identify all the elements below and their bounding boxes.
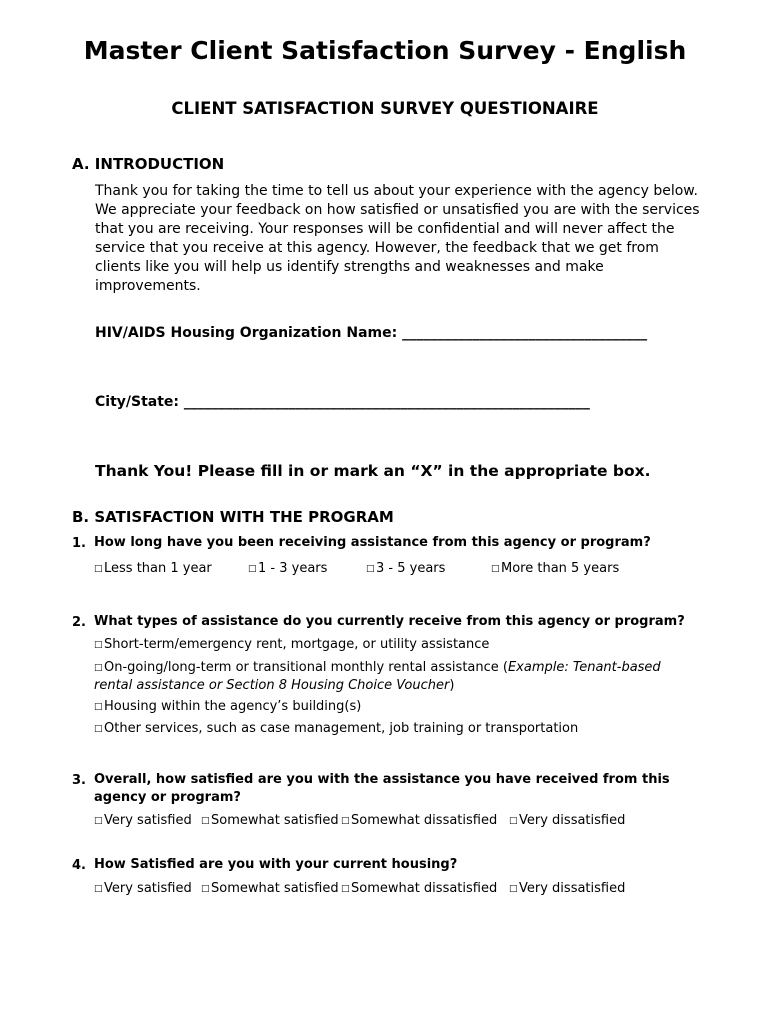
q2-option-other-services[interactable] (94, 721, 578, 736)
checkbox-icon[interactable]: □ (94, 564, 103, 574)
checkbox-icon[interactable]: □ (366, 564, 375, 574)
question-2-number: 2. (72, 615, 86, 630)
question-4-text: How Satisfied are you with your current housing? (94, 857, 458, 872)
q1-option-1-3-years[interactable] (248, 561, 327, 576)
intro-paragraph: Thank you for taking the time to tell us about your experience with the agency below. We appreciate your feedback on how satisfied or unsatisfied you are with the services that you are receiving. Your responses will be confidential and will never affect the service that you receive at this agency. However, the feedback that we get from clients like you will help us identify strengths and weaknesses and make improvements. (95, 183, 700, 294)
question-3-text-line-2: agency or program? (94, 790, 241, 805)
option-label: 3 - 5 years (376, 561, 446, 576)
option-label: Somewhat satisfied (211, 813, 339, 828)
q4-option-very-dissatisfied[interactable] (509, 881, 625, 896)
section-b-heading: B. SATISFACTION WITH THE PROGRAM (72, 508, 394, 526)
option-label: Somewhat satisfied (211, 881, 339, 896)
checkbox-icon[interactable]: □ (509, 884, 518, 894)
option-label: Somewhat dissatisfied (351, 881, 498, 896)
option-example: Example: Tenant-based rental assistance or Section 8 Housing Choice Voucher (94, 660, 661, 693)
q4-option-somewhat-satisfied[interactable] (201, 881, 339, 896)
option-close-paren: ) (449, 678, 455, 693)
question-4-number: 4. (72, 858, 86, 873)
checkbox-icon[interactable]: □ (94, 884, 103, 894)
checkbox-icon[interactable]: □ (201, 816, 210, 826)
checkbox-icon[interactable]: □ (94, 663, 103, 673)
q4-option-somewhat-dissatisfied[interactable] (341, 881, 497, 896)
option-label: Very satisfied (104, 881, 192, 896)
q2-option-short-term[interactable] (94, 637, 489, 652)
survey-subtitle: CLIENT SATISFACTION SURVEY QUESTIONAIRE (171, 99, 599, 118)
question-3-text-line-1: Overall, how satisfied are you with the assistance you have received from this (94, 772, 670, 787)
city-state-field[interactable]: City/State: __________________________________________________________ (95, 394, 590, 410)
option-label: Very satisfied (104, 813, 192, 828)
question-1-number: 1. (72, 536, 86, 551)
option-label: Somewhat dissatisfied (351, 813, 498, 828)
option-label: 1 - 3 years (258, 561, 328, 576)
q1-option-3-5-years[interactable] (366, 561, 445, 576)
q3-option-very-dissatisfied[interactable] (509, 813, 625, 828)
q1-option-more-than-5-years[interactable] (491, 561, 619, 576)
checkbox-icon[interactable]: □ (341, 884, 350, 894)
option-label: More than 5 years (501, 561, 620, 576)
q3-option-somewhat-satisfied[interactable] (201, 813, 339, 828)
q1-option-less-than-1-year[interactable] (94, 561, 212, 576)
instruction-text: Thank You! Please fill in or mark an “X” in the appropriate box. (95, 462, 651, 480)
question-2-text: What types of assistance do you currently receive from this agency or program? (94, 614, 685, 629)
option-label: On-going/long-term or transitional monthly rental assistance ( (104, 660, 508, 675)
checkbox-icon[interactable]: □ (341, 816, 350, 826)
checkbox-icon[interactable]: □ (94, 702, 103, 712)
option-label: Housing within the agency’s building(s) (104, 699, 362, 714)
page-title: Master Client Satisfaction Survey - English (83, 36, 687, 65)
option-label: Very dissatisfied (519, 813, 626, 828)
organization-name-field[interactable]: HIV/AIDS Housing Organization Name: ___________________________________ (95, 325, 648, 341)
question-3-number: 3. (72, 773, 86, 788)
q4-option-very-satisfied[interactable] (94, 881, 192, 896)
section-a-heading: A. INTRODUCTION (72, 155, 225, 173)
checkbox-icon[interactable]: □ (248, 564, 257, 574)
q3-option-somewhat-dissatisfied[interactable] (341, 813, 497, 828)
option-label: Very dissatisfied (519, 881, 626, 896)
checkbox-icon[interactable]: □ (94, 640, 103, 650)
question-1-text: How long have you been receiving assistance from this agency or program? (94, 535, 651, 550)
q2-option-long-term[interactable] (94, 659, 694, 695)
checkbox-icon[interactable]: □ (94, 816, 103, 826)
q2-option-agency-housing[interactable] (94, 699, 361, 714)
option-label: Less than 1 year (104, 561, 212, 576)
q3-option-very-satisfied[interactable] (94, 813, 192, 828)
checkbox-icon[interactable]: □ (94, 724, 103, 734)
option-label: Short-term/emergency rent, mortgage, or utility assistance (104, 637, 490, 652)
checkbox-icon[interactable]: □ (491, 564, 500, 574)
checkbox-icon[interactable]: □ (201, 884, 210, 894)
option-label: Other services, such as case management, job training or transportation (104, 721, 579, 736)
checkbox-icon[interactable]: □ (509, 816, 518, 826)
